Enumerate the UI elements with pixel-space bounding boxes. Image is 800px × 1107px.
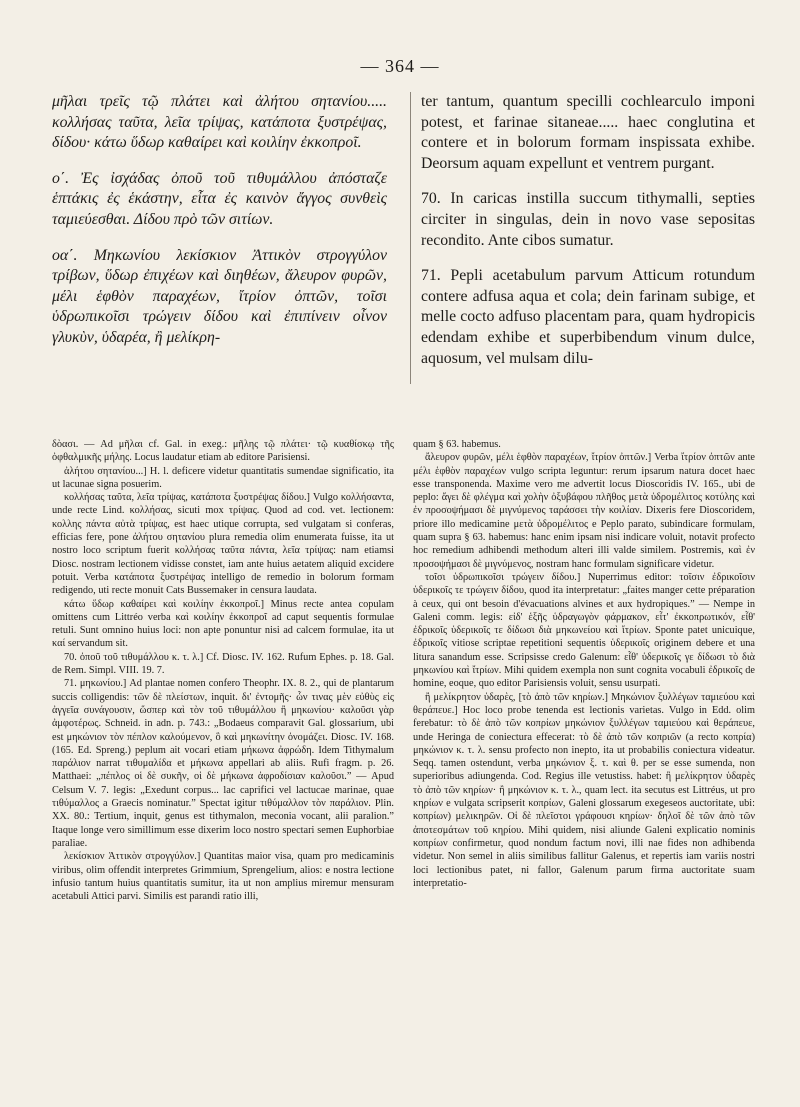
- footnote: ἀλήτου σητανίου...] H. l. deficere videtur quantitatis sumendae significatio, ita ut lacunae signa posuerim.: [52, 465, 394, 490]
- footnotes-left-column: [52, 438, 394, 903]
- greek-paragraph: ο΄. Ἐς ἰσχάδας ὀποῦ τοῦ τιθυμάλλου ἀπόσταζε ἑπτάκις ἐς ἑκάστην, εἶτα ἐς καινὸν ἄγγος συνθεὶς ταμιεύεσθαι. Δίδου πρὸ τῶν σιτίων.: [52, 169, 387, 228]
- footnote: τοῖσι ὑδρωπικοῖσι τρώγειν δίδου.] Nuperrimus editor: τοῖσιν ἐδρικοῖσιν ὑδερικοῖς τε τρώγειν δίδου, quod ita interpretatur: „faites manger cette préparation à ceux, qui ont besoin d'évacuations alvines et aux hydropiques.” — Nempe in Galeni comm. legis: εἰδ' ἑξῆς ὑδραγωγὸν φάρμακον, εἶτ' ἐκκοπρωτικόν, εἶθ' ἐδρικοῖς ὑδερικοῖς τε δίδωσι διὰ μηκωνείου καὶ ἴτρίων. Sponte patet unicuique, ἐδρικοῖς vitiose scriptae repetitioni sequentis ὑδερικοῖς originem debere et una litura sanandum esse. Scripsisse credo Galenum: εἶθ' ὑδερικοῖς γε δίδωσι τὸ διὰ μηκωνίου καὶ ἴτρίων. Mihi quidem exempla non sunt cognita vocabuli ἐδρικοῖς de homine, eoque, quo editor Parisiensis voluit, sensu usurpati.: [413, 571, 755, 690]
- footnote: 71. μηκωνίου.] Ad plantae nomen confero Theophr. IX. 8. 2., qui de plantarum succis colligendis: τῶν δὲ πλείστων, inquit. δι' ἐντομῆς· ὧν τινας μὲν εὐθὺς εἰς ἀγγεῖα συνάγουσιν, ὥσπερ καὶ τὸν τοῦ τιθυμάλλου ἢ μηκωνίου· καλοῦσι γὰρ ἀμφοτέρως. Schneid. in adn. p. 743.: „Bodaeus comparavit Gal. glossarium, ubi est μηκώνιον τὸν πέπλον καλούμενον, ὃ καὶ μηκωνίτην ὀνομάζει. Diosc. IV. 168. (165. Ed. Spreng.) peplum ait vocari etiam μήκωνα ἀφρώδη. Idem Tithymalum παράλιον narrat τιθυμαλίδα et μήκωνα appellari ab aliis. Rufi fragm. p. 26. Matthaei: „πέπλος οἱ δὲ συκῆν, οἱ δὲ μήκωνα ἀφροδίσιαν καλοῦσι.” — Apud Celsum V. 7. legis: „Exedunt corpus... lac caprifici vel lactucae marinae, quae τιθύμαλλος a Graecis nominatur.” Spectat igitur τιθύμαλλον τὸν παράλιον. Plin. XX. 80.: Tertium, inquit, genus est tithymalon, meconia vocant, alii paralion.” Itaque longe vero simillimum esse dixerim loco nostro spectari semen Euphorbiae paraliae.: [52, 678, 394, 849]
- footnote: κολλήσας ταῦτα, λεῖα τρίψας, κατάποτα ξυστρέψας δίδου.] Vulgo κολλήσαντα, unde recte Lind. κολλήσας, sicuti mox τρίψας. Quod ad cod. vet. lectionem: κολλης πάντα αὐτὰ τρίψας, est haec utique corrupta, sed vulgatam si conferas, efficias fere, pone ἀλήτου σητανίου plura remedia olim enumerata fuisse, ita ut nostro loco scriptum fuerit κολλήσας ταῦτα πάντα, λεῖα τρίψας: nam etiamsi Diosc. nostram lectionem vidisse constet, iam ante huius aetatem aliquid excidere potuit. Verba κατάποτα ξυστρέψας intelligo de remedio in bolorum formam redigendo, uti recte monuit Cats Bussemaker in censura laudata.: [52, 492, 394, 597]
- page-number: — 364 —: [360, 56, 440, 76]
- greek-text-column: [52, 92, 387, 384]
- footnote: ἢ μελίκρητον ὑδαρὲς, [τὸ ἀπὸ τῶν κηρίων.] Μηκώνιον ξυλλέγων ταμιεύου καὶ θεράπευε.] Hoc loco probe tenenda est lectionis varietas. Vulgo in Edd. olim ferebatur: τὸ δὲ ἀπὸ τῶν κοπρίων μηκώνιον ξυλλέγων ταμιεύου καὶ θεράπευε, unde Heringa de coniectura effecerat: τὸ δὲ ἀπὸ τῶν κοπριῶν (a recto κοπρία) μηκώνιον κ. τ. λ. sensu profecto non inepto, ita ut probabilis coniectura videatur. Seqq. tamen ostendunt, verba μηκώνιον ξ. τ. καὶ θ. per se esse sumenda, non superioribus adiungenda. Cod. Regius ille vetustiss. habet: ἢ μελίκρητον ὑδαρὲς τὸ ἀπὸ τῶν κηρίων· ἢ μηκώνιον κ. τ. λ., quam lect. ita secutus est Littréus, ut pro κηρίων e vulgata scripserit κοπρίων, Galeni glossarum exegeseos auctoritate, ubi: κοπρίων) μελικηρῶν. Οἱ δὲ πλεῖστοι γράφουσι κηρίων· δηλοῖ δὲ τῶν ἀπὸ τῶν ἀποτεσμάτων τοῦ κηρίου. Mihi quidem, nisi aliunde Galeni explicatio nominis κοπρίων confirmetur, quod nondum factum novi, illi nae fides non adhibenda videtur. Non semel in aliis similibus fallitur Galenus, et repertis iam variis nostri loci lectionibus patet, ni fallor, Galenum parum firma auctoritate suam interpretatio-: [413, 691, 755, 889]
- latin-text-column: [410, 92, 755, 384]
- latin-paragraph: ter tantum, quantum specilli cochlearculo imponi potest, et farinae sitaneae..... haec conglutina et contere et in bolorum formam inspissata exhibe. Deorsum aquam expellunt et ventrem purgant.: [421, 93, 755, 172]
- footnote: 70. ὀποῦ τοῦ τιθυμάλλου κ. τ. λ.] Cf. Diosc. IV. 162. Rufum Ephes. p. 18. Gal. de Rem. Simpl. VIII. 19. 7.: [52, 651, 394, 677]
- greek-paragraph: μῆλαι τρεῖς τῷ πλάτει καὶ ἀλήτου σητανίου..... κολλήσας ταῦτα, λεῖα τρίψας, κατάποτα ξυστρέψας, δίδου· κάτω ὕδωρ καθαίρει καὶ κοιλίην ἐκκοπροῖ.: [52, 93, 387, 152]
- latin-paragraph: 70. In caricas instilla succum tithymalli, septies circiter in singulas, dein in novo vase sepositas recondito. Ante cibos sumatur.: [421, 190, 755, 249]
- footnote: κάτω ὕδωρ καθαίρει καὶ κοιλίην ἐκκοπροῖ.] Minus recte antea copulam omittens cum Littréo verba καὶ κοιλίην ἐκκοπροῖ ad caput sequentis formulae retuli. Sunt omnino huius loci: non apte ponuntur nisi ad calcem formulae, ita ut καί servandum sit.: [52, 598, 394, 650]
- greek-paragraph: οα΄. Μηκωνίου λεκίσκιον Ἀττικὸν στρογγύλον τρίβων, ὕδωρ ἐπιχέων καὶ διηθέων, ἄλευρον φυρῶν, μέλι ἑφθὸν παραχέων, ἴτρίον ὀπτῶν, τοῖσι ὑδρωπικοῖσι τρώγειν δίδου καὶ ἐπιπίνειν οἶνον γλυκὺν, ὑδαρέα, ἢ μελίκρη-: [52, 246, 387, 346]
- footnote: quam § 63. habemus.: [413, 439, 501, 450]
- footnote: λεκίσκιον Ἀττικὸν στρογγύλον.] Quantitas maior visa, quam pro medicaminis viribus, olim offendit interpretes Grimmium, Sprengelium, alios: e nostra lectione infusio tantum huius quantitatis sumitur, ita ut non amplius miremur mensuram acetabuli Attici parvi. Similis est parandi ratio illi,: [52, 851, 394, 903]
- footnote: ἄλευρον φυρῶν, μέλι ἑφθὸν παραχέων, ἴτρίον ὀπτῶν.] Verba ἴτρίον ὀπτῶν ante μέλι ἑφθὸν παραχέων vulgo scripta leguntur: rerum ipsarum natura docet haec esse transponenda. Maxime vero me advertit locus Dioscoridis IV. 165., ubi de peplo: ἄγει δὲ φλέγμα καὶ χολὴν ὀξυβάφου πλῆθος μετὰ ὑδρομέλιτος κοτύλης καὶ ἐν προσοψήμασι δὲ μιγνύμενος ταράσσει τὴν κοιλίαν. Dixeris fere Dioscoridem, priore illo medicamine μετὰ ὑδρομέλιτος e Peplo parato, subindicare formulam, quam supra § 63. habemus: hanc enim ipsam nisi indicare voluit, notavit profecto hoc remedium adhibendi methodum alteri illi valde similem. Postremis, καὶ ἐν προσοψήμασι δὲ μιγνύμενος, nostram hanc formulam significare videtur.: [413, 452, 755, 570]
- latin-paragraph: 71. Pepli acetabulum parvum Atticum rotundum contere adfusa aqua et cola; dein farinam subige, et melle cocto adfuso placentam para, quam hydropicis edendam exhibe et superbibendum vinum dulce, aquosum, vel mulsam dilu-: [421, 267, 755, 367]
- main-text: [52, 92, 755, 384]
- footnote: δὸασι. — Ad μῆλαι cf. Gal. in exeg.: μῆλης τῷ πλάτει· τῷ κυαθίσκῳ τῆς ὀφθαλμικῆς μήλης. Locus laudatur etiam ab editore Parisiensi.: [52, 439, 394, 464]
- footnotes: [52, 438, 755, 903]
- footnotes-right-column: [413, 438, 755, 903]
